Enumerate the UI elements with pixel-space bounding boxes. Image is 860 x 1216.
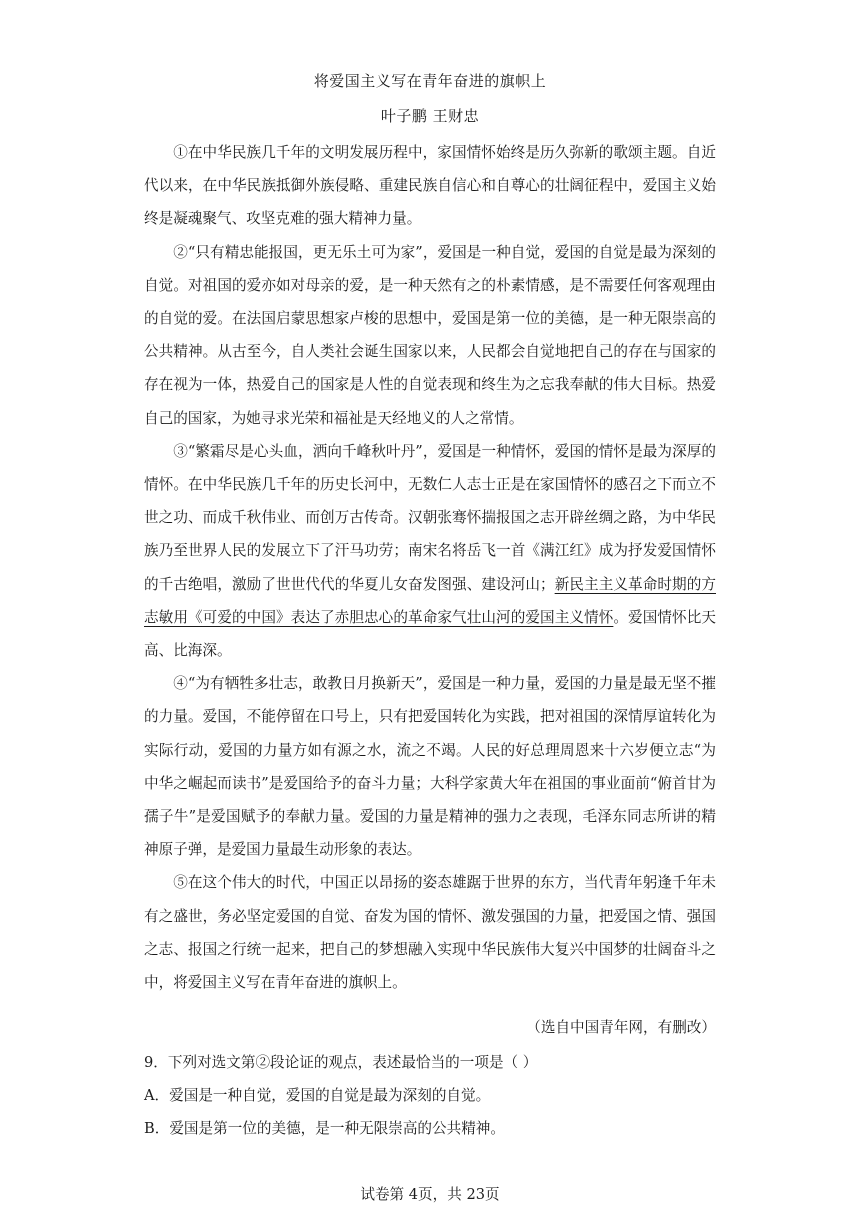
article-authors: 叶子鹏 王财忠 [380,107,480,125]
paragraph-3 [144,435,716,667]
article-title: 将爱国主义写在青年奋进的旗帜上 [313,72,547,90]
paragraph-3-text-after: 。爱国情怀比天高、比海深。 [144,608,716,660]
paragraph-5: ⑤在这个伟大的时代，中国正以昂扬的姿态雄踞于世界的东方，当代青年躬逢千年未有之盛世，务必坚定爱国的自觉、奋发为国的情怀、激发强国的力量，把爱国之情、强国之志、报国之行统一起来，把自己的梦想融入实现中华民族伟大复兴中国梦的壮阔奋斗之中，将爱国主义写在青年奋进的旗帜上。 [144,874,716,992]
underlined-sentence: 新民主主义革命时期的方志敏用《可爱的中国》表达了赤胆忠心的革命家气壮山河的爱国主义情怀 [144,575,716,626]
article-source: （选自中国青年网，有删改） [526,1019,716,1036]
question-stem: 9．下列对选文第②段论证的观点，表述最恰当的一项是（ ） [144,1054,538,1071]
paragraph-3-text-before: ③“繁霜尽是心头血，洒向千峰秋叶丹”，爱国是一种情怀，爱国的情怀是最为深厚的情怀。在中华民族几千年的历史长河中，无数仁人志士正是在家国情怀的感召之下而立不世之功、而成千秋伟业、而创万古传奇。汉朝张骞怀揣报国之志开辟丝绸之路，为中华民族乃至世界人民的发展立下了汗马功劳；南宋名将岳飞一首《满江红》成为抒发爱国情怀的千古绝唱，激励了世世代代的华夏儿女奋发图强、建设河山； [144,442,716,593]
article-body [144,136,716,999]
paragraph-4: ④“为有牺牲多壮志，敢教日月换新天”，爱国是一种力量，爱国的力量是最无坚不摧的力量。爱国，不能停留在口号上，只有把爱国转化为实践，把对祖国的深情厚谊转化为实际行动，爱国的力量方如有源之水，流之不竭。人民的好总理周恩来十六岁便立志“为中华之崛起而读书”是爱国给予的奋斗力量；大科学家黄大年在祖国的事业面前“俯首甘为孺子牛”是爱国赋予的奉献力量。爱国的力量是精神的强力之表现，毛泽东同志所讲的精神原子弹，是爱国力量最生动形象的表达。 [144,675,716,859]
option-b: B．爱国是第一位的美德，是一种无限崇高的公共精神。 [144,1120,505,1137]
page-footer: 试卷第 4页，共 23页 [360,1186,500,1203]
option-a: A．爱国是一种自觉，爱国的自觉是最为深刻的自觉。 [144,1087,491,1104]
question-block [144,1046,744,1145]
paragraph-2: ②“只有精忠能报国，更无乐土可为家”，爱国是一种自觉，爱国的自觉是最为深刻的自觉。对祖国的爱亦如对母亲的爱，是一种天然有之的朴素情感，是不需要任何客观理由的自觉的爱。在法国启蒙思想家卢梭的思想中，爱国是第一位的美德，是一种无限崇高的公共精神。从古至今，自人类社会诞生国家以来，人民都会自觉地把自己的存在与国家的存在视为一体，热爱自己的国家是人性的自觉表现和终生为之忘我奉献的伟大目标。热爱自己的国家，为她寻求光荣和福祉是天经地义的人之常情。 [144,243,716,427]
paragraph-1: ①在中华民族几千年的文明发展历程中，家国情怀始终是历久弥新的歌颂主题。自近代以来，在中华民族抵御外族侵略、重建民族自信心和自尊心的壮阔征程中，爱国主义始终是凝魂聚气、攻坚克难的强大精神力量。 [144,144,716,228]
